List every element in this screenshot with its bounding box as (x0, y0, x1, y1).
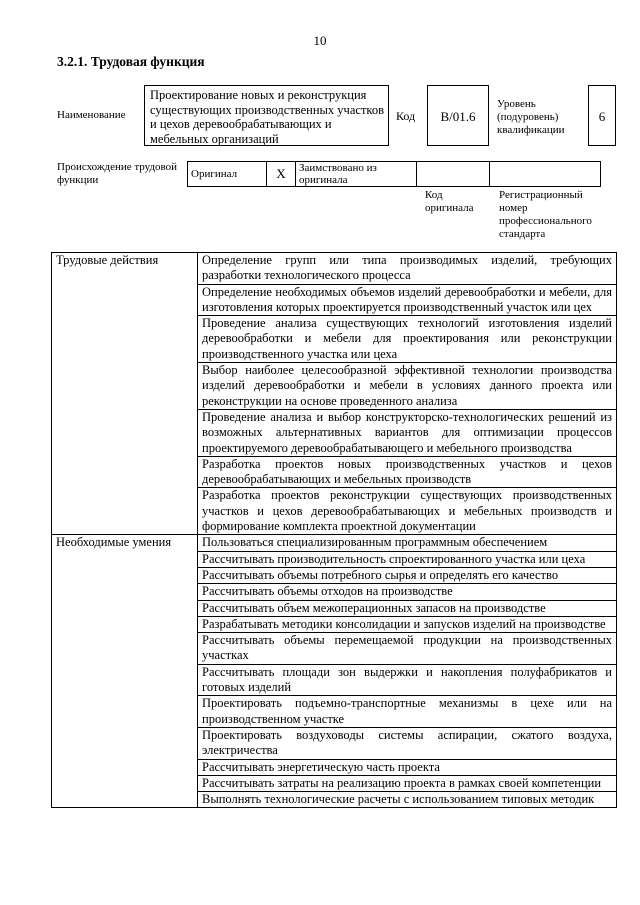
page-number: 10 (313, 33, 327, 48)
skill-item: Выполнять технологические расчеты с использованием типовых методик (198, 792, 617, 808)
section-title: 3.2.1. Трудовая функция (57, 54, 205, 69)
skill-item: Рассчитывать объем межоперационных запасов на производстве (198, 600, 617, 616)
reg-number-label: Регистрационный номер профессионального стандарта (499, 189, 592, 240)
actions-label: Трудовые действия (52, 253, 198, 535)
skill-item: Рассчитывать энергетическую часть проекта (198, 759, 617, 775)
code-original-cell (417, 162, 490, 187)
level-value-box: 6 (588, 85, 616, 146)
skill-item: Рассчитывать объемы потребного сырья и определять его качество (198, 567, 617, 583)
table-row (52, 253, 617, 285)
action-item: Проведение анализа и выбор конструкторско-технологических решений из возможных альтернативных вариантов для оптимизации процессов проектируемого деревообрабатывающего и мебельного производства (198, 409, 617, 456)
action-item: Проведение анализа существующих технологий изготовления изделий деревообработки и мебели для проектирования или реконструкции производственного участка или цеха (198, 316, 617, 363)
action-item: Разработка проектов реконструкции существующих производственных участков и цехов деревообрабатывающих и мебельных производств и формирование комплекта проектной документации (198, 488, 617, 535)
skill-item: Рассчитывать производительность спроектированного участка или цеха (198, 551, 617, 567)
skill-item: Рассчитывать площади зон выдержки и накопления полуфабрикатов и готовых изделий (198, 664, 617, 696)
code-label: Код (396, 109, 416, 123)
skill-item: Разрабатывать методики консолидации и запусков изделий на производстве (198, 616, 617, 632)
skill-item: Рассчитывать затраты на реализацию проекта в рамках своей компетенции (198, 775, 617, 791)
skill-item: Проектировать подъемно-транспортные механизмы в цехе или на производственном участке (198, 696, 617, 728)
skill-item: Рассчитывать объемы отходов на производстве (198, 584, 617, 600)
function-details-table (51, 252, 617, 808)
action-item: Определение групп или типа производимых изделий, требующих разработки технологического процесса (198, 253, 617, 285)
original-mark: X (267, 162, 296, 187)
original-cell: Оригинал (188, 162, 267, 187)
name-label: Наименование (57, 109, 126, 121)
code-value-box: B/01.6 (427, 85, 489, 146)
borrowed-cell: Заимствовано из оригинала (296, 162, 417, 187)
skill-item: Рассчитывать объемы перемещаемой продукции на производственных участках (198, 633, 617, 665)
level-label: Уровень (подуровень) квалификации (497, 98, 565, 136)
action-item: Выбор наиболее целесообразной эффективной технологии производства изделий деревообработки и мебели в условиях данного проекта или реконструкции на основе проведенного анализа (198, 363, 617, 410)
skill-item: Пользоваться специализированным программным обеспечением (198, 535, 617, 551)
skills-label: Необходимые умения (52, 535, 198, 808)
skill-item: Проектировать воздуховоды системы аспирации, сжатого воздуха, электричества (198, 727, 617, 759)
action-item: Определение необходимых объемов изделий деревообработки и мебели, для изготовления которых проектируется производственный участок или цех (198, 284, 617, 316)
origin-table (187, 161, 601, 187)
code-original-label: Код оригинала (425, 189, 474, 214)
table-row (52, 535, 617, 551)
action-item: Разработка проектов новых производственных участков и цехов деревообрабатывающих и мебельных производств (198, 456, 617, 488)
function-name-box: Проектирование новых и реконструкция существующих производственных участков и цехов деревообрабатывающих и мебельных организаций (144, 85, 389, 146)
origin-label: Происхождение трудовой функции (57, 161, 178, 186)
reg-number-cell (490, 162, 601, 187)
